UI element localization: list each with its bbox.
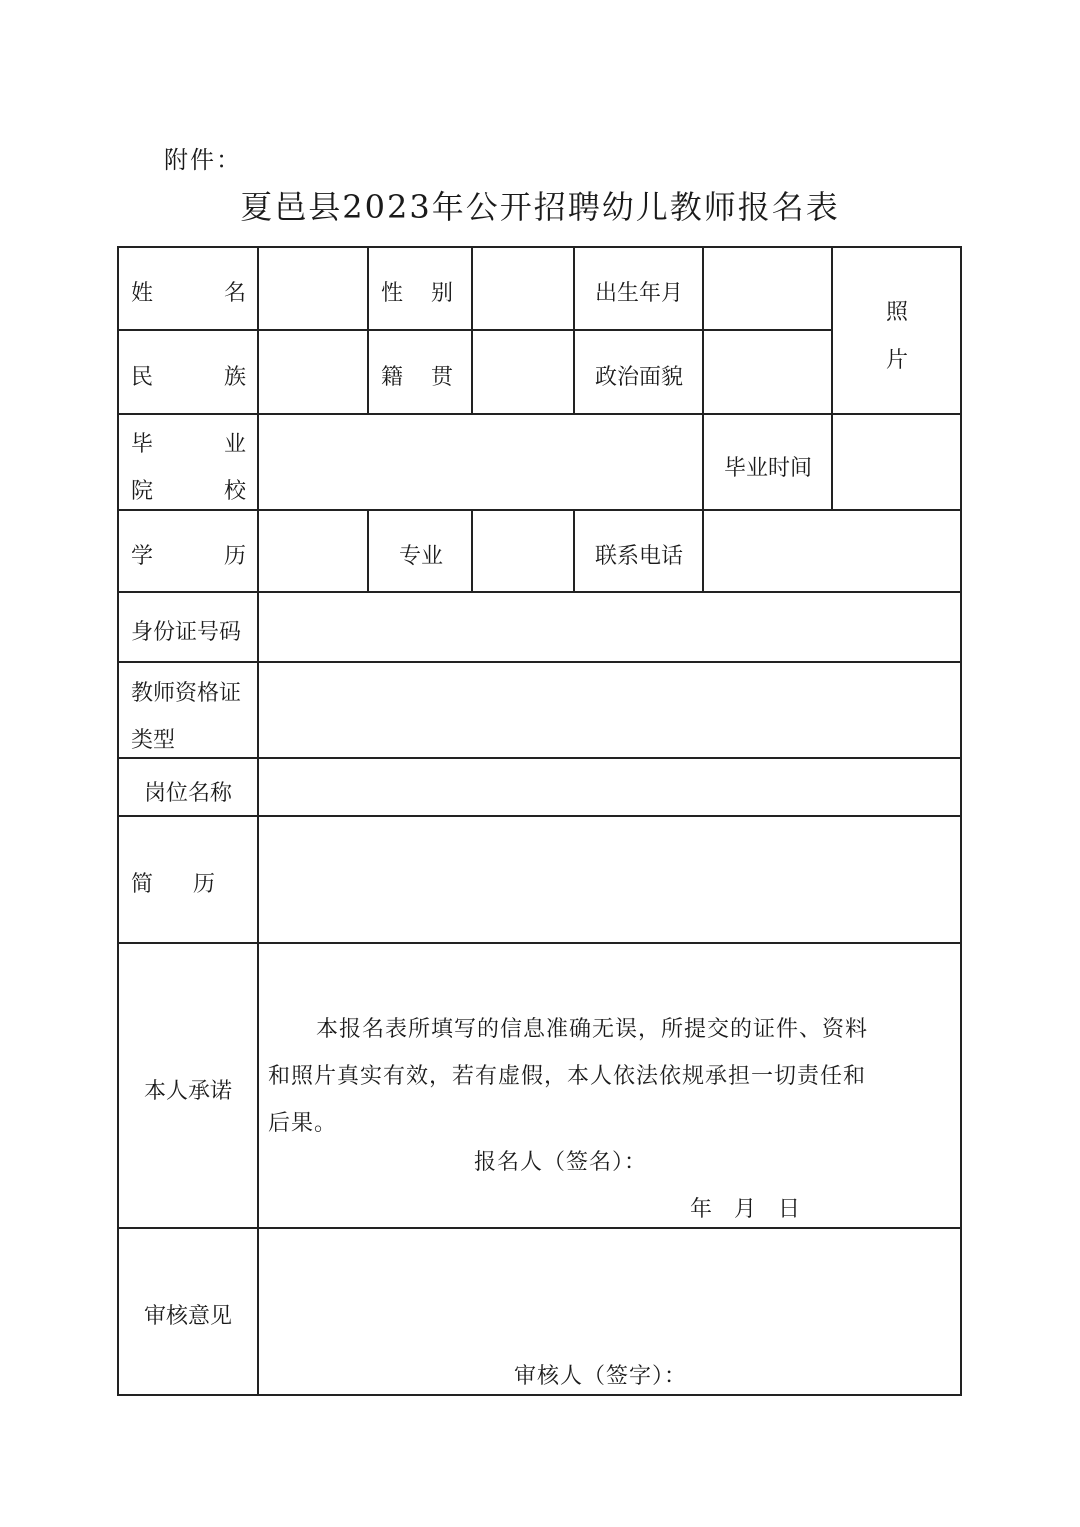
graduation-time-label: 毕业时间	[723, 456, 812, 481]
attachment-label: 附件：	[164, 146, 242, 174]
name-label: 姓 名	[131, 281, 246, 306]
id-number-label: 身份证号码	[131, 620, 242, 645]
applicant-signature-label: 报名人（签名）：	[474, 1150, 648, 1175]
school-label-line1: 毕 业	[131, 432, 246, 457]
birth-date-label: 出生年月	[594, 281, 683, 306]
pledge-label: 本人承诺	[143, 1079, 232, 1104]
native-place-label: 籍 贯	[381, 365, 453, 390]
form-title: 夏邑县2023年公开招聘幼儿教师报名表	[240, 188, 840, 226]
photo-label-bottom: 片	[885, 348, 908, 373]
teacher-cert-label-line2: 类型	[131, 728, 176, 753]
political-status-label: 政治面貌	[594, 365, 683, 390]
position-name-label: 岗位名称	[143, 781, 232, 806]
phone-label: 联系电话	[594, 544, 683, 569]
gender-label: 性 别	[381, 281, 453, 306]
school-label-line2: 院 校	[131, 479, 246, 504]
pledge-text: 本报名表所填写的信息准确无误，所提交的证件、资料和照片真实有效，若有虚假，本人依法依规承担一切责任和后果。	[268, 1017, 869, 1136]
education-label: 学 历	[131, 544, 246, 569]
major-label: 专业	[398, 544, 443, 569]
ethnicity-label: 民 族	[131, 365, 246, 390]
photo-label-top: 照	[885, 300, 908, 325]
reviewer-signature-label: 审核人（签字）：	[514, 1364, 688, 1389]
applicant-date-line: 年 月 日	[690, 1197, 801, 1222]
review-opinion-label: 审核意见	[143, 1304, 232, 1329]
teacher-cert-label-line1: 教师资格证	[131, 681, 242, 706]
form-border-lines	[117, 246, 962, 1396]
resume-label: 简 历	[131, 872, 215, 897]
registration-form-grid	[117, 246, 962, 1396]
